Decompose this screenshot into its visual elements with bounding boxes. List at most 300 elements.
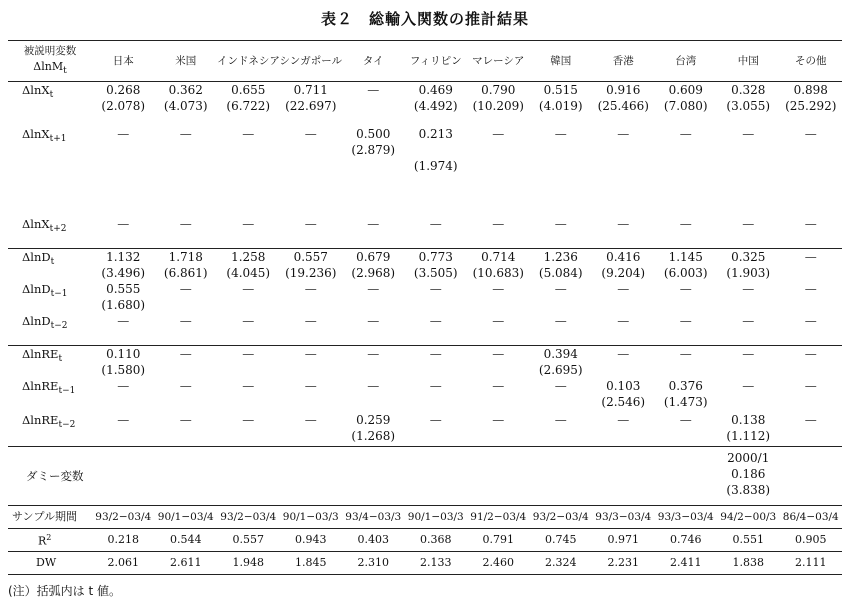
t-value	[155, 362, 218, 378]
table-cell	[717, 378, 780, 412]
table-cell	[717, 249, 780, 282]
country-header: 香港	[592, 41, 655, 82]
t-value	[655, 232, 718, 248]
table-cell	[280, 82, 343, 127]
row-label: ΔlnRE$_t$	[8, 346, 92, 379]
t-value	[530, 394, 593, 410]
table-cell	[217, 126, 280, 216]
table-cell	[217, 82, 280, 127]
sample-period-row	[8, 506, 842, 529]
coefficient-value: —	[242, 413, 255, 427]
table-cell	[92, 313, 155, 346]
table-cell	[342, 412, 405, 447]
t-value: (6.861)	[163, 266, 208, 280]
table-cell: 2.611	[155, 552, 218, 575]
t-value: (4.045)	[226, 266, 271, 280]
coefficient-value: —	[242, 347, 255, 361]
t-value	[717, 329, 780, 345]
table-cell	[717, 281, 780, 313]
t-value	[780, 232, 843, 248]
table-cell	[280, 346, 343, 379]
coefficient-value: —	[117, 217, 130, 231]
coefficient-row	[8, 346, 842, 379]
coefficient-row	[8, 313, 842, 346]
table-cell	[155, 447, 218, 506]
table-cell	[780, 281, 843, 313]
table-title: 表２ 総輸入関数の推計結果	[320, 10, 529, 28]
table-cell	[155, 378, 218, 412]
t-value	[655, 297, 718, 313]
table-cell: 0.551	[717, 529, 780, 552]
t-value	[780, 394, 843, 410]
coefficient-value: —	[304, 282, 317, 296]
t-value: (1.903)	[726, 266, 771, 280]
coefficient-value: —	[242, 314, 255, 328]
table-cell: 0.745	[530, 529, 593, 552]
t-value	[780, 362, 843, 378]
table-cell	[655, 249, 718, 282]
t-value	[717, 232, 780, 248]
coefficient-value: 1.258	[231, 250, 266, 264]
coefficient-value: —	[492, 127, 505, 141]
t-value	[467, 297, 530, 313]
table-cell: 0.905	[780, 529, 843, 552]
coefficient-value: —	[617, 413, 630, 427]
table-cell: 1.838	[717, 552, 780, 575]
table-cell	[655, 447, 718, 506]
country-header: 中国	[717, 41, 780, 82]
coefficient-value: —	[117, 127, 130, 141]
country-header: 米国	[155, 41, 218, 82]
table-cell	[342, 126, 405, 216]
table-cell	[530, 313, 593, 346]
table-cell	[592, 313, 655, 346]
t-value	[655, 142, 718, 158]
country-header: インドネシア	[217, 41, 280, 82]
r-squared-row	[8, 529, 842, 552]
t-value: (1.580)	[101, 363, 146, 377]
table-cell	[155, 346, 218, 379]
coefficient-value: 1.718	[168, 250, 203, 264]
table-cell	[155, 412, 218, 447]
table-cell: 94/2−00/3	[717, 506, 780, 529]
coefficient-row	[8, 412, 842, 447]
table-cell: 90/1−03/3	[405, 506, 468, 529]
coefficient-value: —	[367, 217, 380, 231]
table-cell: 0.218	[92, 529, 155, 552]
t-value: (10.209)	[472, 99, 524, 113]
t-value	[217, 232, 280, 248]
coefficient-value: 0.110	[106, 347, 141, 361]
table-cell	[280, 378, 343, 412]
coefficient-row	[8, 378, 842, 412]
t-value	[405, 394, 468, 410]
table-cell: 0.943	[280, 529, 343, 552]
coefficient-value: —	[617, 347, 630, 361]
t-value	[217, 428, 280, 444]
country-header: 韓国	[530, 41, 593, 82]
coefficient-row	[8, 249, 842, 282]
table-cell	[655, 82, 718, 127]
table-cell	[655, 313, 718, 346]
coefficient-value: —	[492, 379, 505, 393]
coefficient-value: —	[304, 347, 317, 361]
t-value: (19.236)	[285, 266, 337, 280]
coefficient-value: —	[242, 217, 255, 231]
t-value	[155, 329, 218, 345]
t-value: (4.019)	[538, 99, 583, 113]
table-cell: 93/2−03/4	[217, 506, 280, 529]
table-cell: 2.310	[342, 552, 405, 575]
coefficient-value: —	[804, 127, 817, 141]
coefficient-value: 0.609	[668, 83, 703, 97]
t-value: (1.680)	[101, 298, 146, 312]
t-value	[92, 142, 155, 158]
table-cell	[342, 281, 405, 313]
table-cell	[592, 346, 655, 379]
table-cell: 0.971	[592, 529, 655, 552]
row-label: ΔlnX$_{t+2}$	[22, 217, 67, 234]
coefficient-row	[8, 126, 842, 216]
t-value	[780, 265, 843, 281]
table-cell	[92, 346, 155, 379]
t-value	[467, 142, 530, 158]
coefficient-value: —	[492, 217, 505, 231]
table-cell	[592, 378, 655, 412]
table-cell	[342, 216, 405, 249]
t-value	[780, 297, 843, 313]
coefficient-value: 0.790	[481, 83, 516, 97]
table-cell	[592, 82, 655, 127]
country-header: タイ	[342, 41, 405, 82]
row-label: ダミー変数	[8, 447, 92, 506]
table-cell	[342, 378, 405, 412]
t-value	[92, 329, 155, 345]
t-value	[717, 297, 780, 313]
t-value	[342, 362, 405, 378]
t-value: (2.968)	[351, 266, 396, 280]
coefficient-value: —	[554, 127, 567, 141]
t-value	[405, 428, 468, 444]
t-value: (2.078)	[101, 99, 146, 113]
t-value	[780, 142, 843, 158]
table-cell	[467, 249, 530, 282]
coefficient-row	[8, 281, 842, 313]
coefficient-value: —	[179, 217, 192, 231]
table-cell	[405, 447, 468, 506]
table-cell	[405, 378, 468, 412]
t-value: (1.473)	[663, 395, 708, 409]
t-value	[217, 362, 280, 378]
table-cell	[280, 249, 343, 282]
table-cell	[530, 82, 593, 127]
table-cell	[217, 249, 280, 282]
t-value: (7.080)	[663, 99, 708, 113]
coefficient-value: 0.328	[731, 83, 766, 97]
t-value: (22.697)	[285, 99, 337, 113]
table-cell	[530, 447, 593, 506]
coefficient-row	[8, 216, 842, 249]
table-cell	[530, 216, 593, 249]
coefficient-value: 1.145	[668, 250, 703, 264]
table-cell	[217, 346, 280, 379]
t-value	[280, 329, 343, 345]
table-cell: 90/1−03/3	[280, 506, 343, 529]
t-value	[155, 428, 218, 444]
coefficient-value: —	[742, 217, 755, 231]
coefficient-value: —	[492, 413, 505, 427]
coefficient-value: —	[492, 314, 505, 328]
table-cell: 91/2−03/4	[467, 506, 530, 529]
t-value	[92, 394, 155, 410]
table-cell	[780, 82, 843, 127]
coefficient-value: —	[742, 127, 755, 141]
coefficient-value: —	[304, 217, 317, 231]
t-value: (2.695)	[538, 363, 583, 377]
t-value	[467, 394, 530, 410]
table-cell	[217, 216, 280, 249]
coefficient-value: —	[804, 217, 817, 231]
coefficient-value: —	[429, 217, 442, 231]
row-label: サンプル期間	[8, 506, 92, 529]
coefficient-value: 0.138	[731, 413, 766, 427]
table-cell: 93/3−03/4	[655, 506, 718, 529]
coefficient-value: —	[492, 347, 505, 361]
coefficient-value: —	[679, 127, 692, 141]
t-value: (3.496)	[101, 266, 146, 280]
dummy-variable-row	[8, 447, 842, 506]
coefficient-value: —	[367, 379, 380, 393]
t-value	[530, 232, 593, 248]
dummy-period: 2000/1	[727, 451, 770, 465]
coefficient-value: —	[367, 83, 380, 97]
table-cell	[405, 281, 468, 313]
country-header: 日本	[92, 41, 155, 82]
table-cell	[405, 412, 468, 447]
coefficient-value: 0.103	[606, 379, 641, 393]
coefficient-value: —	[304, 413, 317, 427]
table-cell	[280, 313, 343, 346]
t-value	[592, 297, 655, 313]
t-value	[217, 142, 280, 158]
coefficient-value: —	[742, 314, 755, 328]
table-cell	[717, 412, 780, 447]
t-value	[717, 394, 780, 410]
coefficient-value: —	[617, 127, 630, 141]
country-header: 台湾	[655, 41, 718, 82]
table-cell: 0.544	[155, 529, 218, 552]
coefficient-value: 0.714	[481, 250, 516, 264]
coefficient-value: —	[679, 217, 692, 231]
table-cell	[155, 281, 218, 313]
country-header: シンガポール	[280, 41, 343, 82]
t-value: (4.073)	[163, 99, 208, 113]
table-cell	[155, 126, 218, 216]
coefficient-value: 0.376	[668, 379, 703, 393]
coefficient-value: —	[179, 282, 192, 296]
table-cell	[280, 216, 343, 249]
t-value: (2.879)	[351, 143, 396, 157]
table-cell	[280, 281, 343, 313]
table-cell	[780, 126, 843, 216]
dependent-variable-label: 被説明変数	[23, 45, 77, 57]
t-value	[405, 362, 468, 378]
coefficient-value: —	[492, 282, 505, 296]
dummy-coefficient: 0.186	[731, 467, 766, 481]
coefficient-value: —	[804, 379, 817, 393]
t-value	[280, 394, 343, 410]
table-cell	[405, 126, 468, 216]
table-cell: 0.557	[217, 529, 280, 552]
table-cell	[92, 412, 155, 447]
t-value	[280, 428, 343, 444]
table-cell	[592, 281, 655, 313]
table-cell	[92, 447, 155, 506]
footnote: (注）括弧内は t 値。	[8, 584, 122, 598]
t-value: (6.722)	[226, 99, 271, 113]
t-value: (25.292)	[785, 99, 837, 113]
table-cell	[592, 249, 655, 282]
coefficient-value: 0.773	[418, 250, 453, 264]
table-cell	[405, 346, 468, 379]
t-value	[280, 232, 343, 248]
table-cell	[92, 126, 155, 216]
table-cell	[655, 216, 718, 249]
t-value	[467, 428, 530, 444]
table-cell: 93/4−03/3	[342, 506, 405, 529]
t-value: (4.492)	[413, 99, 458, 113]
t-value	[717, 142, 780, 158]
coefficient-value: —	[554, 314, 567, 328]
row-label: ΔlnX$_t$	[8, 82, 92, 127]
t-value	[655, 329, 718, 345]
table-cell	[155, 313, 218, 346]
table-cell	[530, 249, 593, 282]
table-cell: 0.368	[405, 529, 468, 552]
coefficient-value: —	[179, 314, 192, 328]
coefficient-value: —	[742, 379, 755, 393]
t-value	[592, 329, 655, 345]
table-cell	[530, 412, 593, 447]
table-cell: 0.403	[342, 529, 405, 552]
table-cell	[280, 412, 343, 447]
table-cell	[155, 82, 218, 127]
row-label: ΔlnD$_t$	[8, 249, 92, 282]
coefficient-value: 0.655	[231, 83, 266, 97]
table-cell	[405, 249, 468, 282]
table-cell: 90/1−03/4	[155, 506, 218, 529]
t-value	[342, 394, 405, 410]
t-value	[530, 329, 593, 345]
t-value	[780, 329, 843, 345]
coefficient-value: —	[304, 127, 317, 141]
coefficient-value: —	[429, 282, 442, 296]
t-value	[592, 142, 655, 158]
coefficient-value: 0.500	[356, 127, 391, 141]
t-value	[655, 362, 718, 378]
row-label: $R^2$	[8, 529, 92, 552]
table-cell: 0.791	[467, 529, 530, 552]
t-value	[592, 362, 655, 378]
t-value	[342, 98, 405, 114]
t-value	[155, 142, 218, 158]
table-cell	[92, 249, 155, 282]
t-value	[280, 142, 343, 158]
table-cell: 86/4−03/4	[780, 506, 843, 529]
t-value	[405, 297, 468, 313]
t-value	[405, 329, 468, 345]
t-value	[592, 428, 655, 444]
table-cell	[780, 346, 843, 379]
table-cell	[467, 126, 530, 216]
coefficient-value: —	[429, 379, 442, 393]
t-value	[405, 232, 468, 248]
table-cell	[655, 126, 718, 216]
table-cell	[342, 313, 405, 346]
table-cell	[467, 216, 530, 249]
table-cell	[717, 447, 780, 506]
row-label: ΔlnD$_{t-1}$	[22, 282, 68, 299]
coefficient-value: 0.515	[543, 83, 578, 97]
coefficient-value: —	[117, 413, 130, 427]
t-value: (5.084)	[538, 266, 583, 280]
table-cell	[780, 378, 843, 412]
table-cell	[217, 378, 280, 412]
durbin-watson-row	[8, 552, 842, 575]
t-value	[217, 297, 280, 313]
table-cell: 93/2−03/4	[92, 506, 155, 529]
t-value	[780, 428, 843, 444]
table-cell: 0.746	[655, 529, 718, 552]
table-cell	[655, 281, 718, 313]
t-value: (3.055)	[726, 99, 771, 113]
coefficient-value: 0.469	[418, 83, 453, 97]
coefficient-value: —	[742, 347, 755, 361]
table-cell	[780, 412, 843, 447]
coefficient-row	[8, 82, 842, 127]
coefficient-value: 1.132	[106, 250, 141, 264]
table-cell	[655, 412, 718, 447]
table-cell	[342, 346, 405, 379]
table-cell	[467, 346, 530, 379]
t-value	[92, 428, 155, 444]
table-cell: 2.111	[780, 552, 843, 575]
coefficient-value: 0.259	[356, 413, 391, 427]
coefficient-value: —	[804, 250, 817, 264]
coefficient-value: —	[429, 413, 442, 427]
t-value: (9.204)	[601, 266, 646, 280]
table-cell	[592, 412, 655, 447]
coefficient-value: 0.555	[106, 282, 141, 296]
table-cell	[405, 216, 468, 249]
header-row	[8, 41, 842, 82]
table-cell	[342, 249, 405, 282]
table-cell	[530, 378, 593, 412]
table-cell	[342, 447, 405, 506]
t-value: (6.003)	[663, 266, 708, 280]
coefficient-value: —	[242, 282, 255, 296]
coefficient-value: 0.394	[543, 347, 578, 361]
coefficient-value: —	[117, 379, 130, 393]
table-cell	[467, 281, 530, 313]
t-value	[92, 232, 155, 248]
t-value	[405, 142, 468, 158]
coefficient-value: —	[679, 282, 692, 296]
coefficient-value: 0.557	[293, 250, 328, 264]
t-value: (10.683)	[472, 266, 524, 280]
coefficient-value: 0.362	[168, 83, 203, 97]
table-cell	[342, 82, 405, 127]
